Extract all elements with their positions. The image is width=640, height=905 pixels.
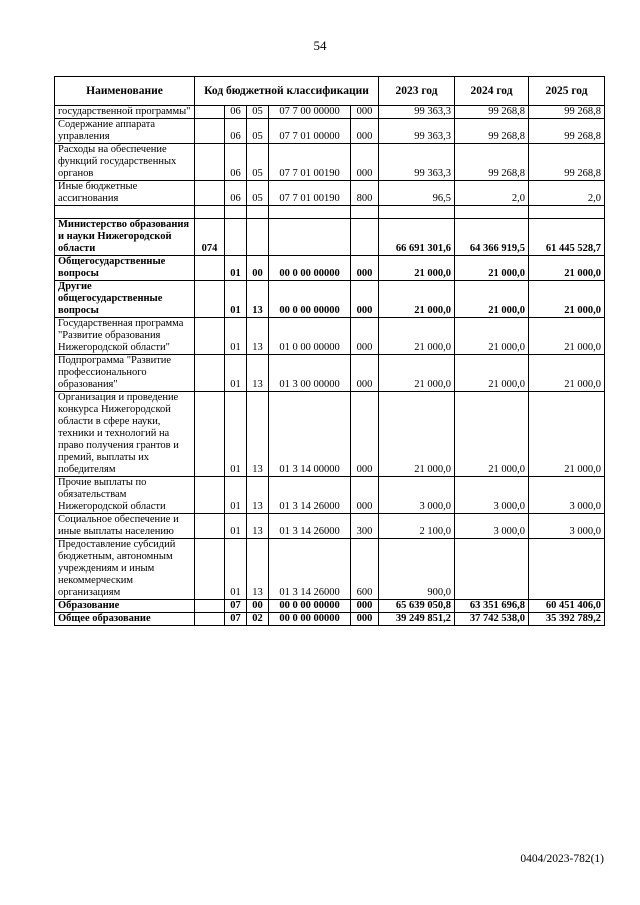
- table-row: [55, 119, 605, 144]
- row-value-2023: 99 363,3: [379, 106, 455, 119]
- row-code-section: [225, 219, 247, 256]
- row-code-expense-type: 000: [351, 256, 379, 281]
- row-value-2024: 99 268,8: [455, 144, 529, 181]
- row-code-ministry: [195, 106, 225, 119]
- table-row: [55, 600, 605, 613]
- row-code-section: 06: [225, 119, 247, 144]
- spacer-cell: [55, 206, 195, 219]
- row-code-ministry: [195, 600, 225, 613]
- header-2023: 2023 год: [379, 77, 455, 106]
- table-row: [55, 256, 605, 281]
- row-value-2025: 3 000,0: [529, 514, 605, 539]
- row-value-2023: 21 000,0: [379, 355, 455, 392]
- row-code-target: 07 7 01 00000: [269, 119, 351, 144]
- row-name: Образование: [55, 600, 195, 613]
- row-code-target: 00 0 00 00000: [269, 256, 351, 281]
- row-code-target: 01 3 14 26000: [269, 477, 351, 514]
- row-name: Государственная программа "Развитие образования Нижегородской области": [55, 318, 195, 355]
- row-code-subsection: 05: [247, 144, 269, 181]
- row-code-expense-type: 000: [351, 355, 379, 392]
- row-value-2024: 37 742 538,0: [455, 613, 529, 626]
- row-code-ministry: [195, 318, 225, 355]
- row-name: Организация и проведение конкурса Нижегородской области в сфере науки, техники и технологий на право получения грантов и премий, выплаты их победителям: [55, 392, 195, 477]
- row-value-2025: 21 000,0: [529, 256, 605, 281]
- row-code-expense-type: 300: [351, 514, 379, 539]
- row-value-2023: 99 363,3: [379, 119, 455, 144]
- row-code-section: 01: [225, 318, 247, 355]
- row-code-expense-type: 000: [351, 119, 379, 144]
- row-code-expense-type: 600: [351, 539, 379, 600]
- row-value-2025: 99 268,8: [529, 106, 605, 119]
- row-code-subsection: 13: [247, 392, 269, 477]
- spacer-cell: [529, 206, 605, 219]
- row-value-2025: 61 445 528,7: [529, 219, 605, 256]
- row-code-expense-type: [351, 219, 379, 256]
- row-value-2024: 63 351 696,8: [455, 600, 529, 613]
- row-code-target: 01 3 14 26000: [269, 539, 351, 600]
- row-code-section: 07: [225, 600, 247, 613]
- table-row: [55, 181, 605, 206]
- page-number: 54: [313, 38, 327, 53]
- row-value-2024: 3 000,0: [455, 477, 529, 514]
- row-value-2024: 3 000,0: [455, 514, 529, 539]
- row-code-section: 01: [225, 514, 247, 539]
- row-value-2023: 21 000,0: [379, 318, 455, 355]
- row-code-expense-type: 000: [351, 613, 379, 626]
- row-value-2023: 3 000,0: [379, 477, 455, 514]
- row-code-ministry: [195, 181, 225, 206]
- row-code-section: 01: [225, 392, 247, 477]
- row-value-2023: 21 000,0: [379, 256, 455, 281]
- row-value-2025: 21 000,0: [529, 318, 605, 355]
- row-code-target: [269, 219, 351, 256]
- table-row: [55, 219, 605, 256]
- row-value-2025: 35 392 789,2: [529, 613, 605, 626]
- row-code-section: 06: [225, 144, 247, 181]
- row-name: Содержание аппарата управления: [55, 119, 195, 144]
- spacer-cell: [379, 206, 455, 219]
- header-code: Код бюджетной классификации: [195, 77, 379, 106]
- row-code-ministry: 074: [195, 219, 225, 256]
- row-value-2023: 96,5: [379, 181, 455, 206]
- table-row: [55, 106, 605, 119]
- row-code-section: 06: [225, 181, 247, 206]
- row-value-2024: 21 000,0: [455, 256, 529, 281]
- row-value-2024: 21 000,0: [455, 392, 529, 477]
- spacer-cell: [195, 206, 225, 219]
- row-code-section: 01: [225, 477, 247, 514]
- row-value-2023: 21 000,0: [379, 392, 455, 477]
- row-value-2025: 21 000,0: [529, 392, 605, 477]
- row-code-expense-type: 800: [351, 181, 379, 206]
- header-2024: 2024 год: [455, 77, 529, 106]
- row-value-2025: 99 268,8: [529, 119, 605, 144]
- row-value-2023: 39 249 851,2: [379, 613, 455, 626]
- row-value-2023: 65 639 050,8: [379, 600, 455, 613]
- row-code-ministry: [195, 477, 225, 514]
- row-code-section: 01: [225, 355, 247, 392]
- row-code-ministry: [195, 256, 225, 281]
- row-code-ministry: [195, 539, 225, 600]
- row-code-expense-type: 000: [351, 477, 379, 514]
- row-value-2023: 2 100,0: [379, 514, 455, 539]
- row-name: Прочие выплаты по обязательствам Нижегородской области: [55, 477, 195, 514]
- row-value-2024: 99 268,8: [455, 106, 529, 119]
- budget-table: [54, 76, 605, 626]
- table-row: [55, 539, 605, 600]
- row-code-ministry: [195, 514, 225, 539]
- row-code-target: 01 0 00 00000: [269, 318, 351, 355]
- row-name: Общее образование: [55, 613, 195, 626]
- row-code-subsection: 13: [247, 539, 269, 600]
- row-name: Общегосударственные вопросы: [55, 256, 195, 281]
- row-name: Подпрограмма "Развитие профессионального образования": [55, 355, 195, 392]
- row-code-ministry: [195, 119, 225, 144]
- spacer-cell: [269, 206, 351, 219]
- row-value-2025: 21 000,0: [529, 281, 605, 318]
- row-code-subsection: 13: [247, 281, 269, 318]
- row-value-2023: 99 363,3: [379, 144, 455, 181]
- row-value-2023: 66 691 301,6: [379, 219, 455, 256]
- row-value-2024: 99 268,8: [455, 119, 529, 144]
- row-code-subsection: 05: [247, 119, 269, 144]
- table-row: [55, 477, 605, 514]
- row-code-ministry: [195, 144, 225, 181]
- row-code-target: 07 7 01 00190: [269, 181, 351, 206]
- table-header-row: [55, 77, 605, 106]
- row-code-ministry: [195, 613, 225, 626]
- row-name: Министерство образования и науки Нижегородской области: [55, 219, 195, 256]
- row-name: Предоставление субсидий бюджетным, автономным учреждениям и иным некоммерческим организациям: [55, 539, 195, 600]
- row-code-ministry: [195, 355, 225, 392]
- row-name: государственной программы": [55, 106, 195, 119]
- row-value-2025: 99 268,8: [529, 144, 605, 181]
- row-value-2025: [529, 539, 605, 600]
- row-code-ministry: [195, 392, 225, 477]
- spacer-cell: [225, 206, 247, 219]
- row-code-section: 07: [225, 613, 247, 626]
- row-value-2025: 60 451 406,0: [529, 600, 605, 613]
- spacer-cell: [351, 206, 379, 219]
- table-row: [55, 355, 605, 392]
- spacer-cell: [455, 206, 529, 219]
- row-code-target: 01 3 14 00000: [269, 392, 351, 477]
- row-code-expense-type: 000: [351, 144, 379, 181]
- row-code-subsection: 05: [247, 181, 269, 206]
- row-name: Социальное обеспечение и иные выплаты населению: [55, 514, 195, 539]
- row-name: Иные бюджетные ассигнования: [55, 181, 195, 206]
- row-value-2024: 21 000,0: [455, 355, 529, 392]
- row-code-ministry: [195, 281, 225, 318]
- row-code-target: 07 7 00 00000: [269, 106, 351, 119]
- row-code-subsection: [247, 219, 269, 256]
- table-row: [55, 144, 605, 181]
- row-code-expense-type: 000: [351, 106, 379, 119]
- row-code-expense-type: 000: [351, 392, 379, 477]
- row-code-target: 00 0 00 00000: [269, 281, 351, 318]
- row-value-2024: 2,0: [455, 181, 529, 206]
- row-value-2025: 3 000,0: [529, 477, 605, 514]
- row-value-2024: 21 000,0: [455, 281, 529, 318]
- row-code-target: 00 0 00 00000: [269, 613, 351, 626]
- table-row: [55, 392, 605, 477]
- row-code-subsection: 00: [247, 256, 269, 281]
- row-code-subsection: 05: [247, 106, 269, 119]
- row-code-expense-type: 000: [351, 318, 379, 355]
- row-code-target: 01 3 00 00000: [269, 355, 351, 392]
- table-row: [55, 514, 605, 539]
- header-2025: 2025 год: [529, 77, 605, 106]
- table-row: [55, 281, 605, 318]
- table-row: [55, 613, 605, 626]
- table-row: [55, 318, 605, 355]
- row-code-section: 01: [225, 256, 247, 281]
- spacer-cell: [247, 206, 269, 219]
- document-code: 0404/2023-782(1): [520, 853, 604, 865]
- row-value-2025: 2,0: [529, 181, 605, 206]
- row-code-subsection: 00: [247, 600, 269, 613]
- row-code-target: 00 0 00 00000: [269, 600, 351, 613]
- row-code-subsection: 13: [247, 355, 269, 392]
- row-value-2023: 21 000,0: [379, 281, 455, 318]
- header-name: Наименование: [55, 77, 195, 106]
- row-code-subsection: 13: [247, 514, 269, 539]
- row-code-section: 06: [225, 106, 247, 119]
- row-code-section: 01: [225, 539, 247, 600]
- row-value-2024: 21 000,0: [455, 318, 529, 355]
- row-value-2023: 900,0: [379, 539, 455, 600]
- row-code-subsection: 02: [247, 613, 269, 626]
- row-code-subsection: 13: [247, 477, 269, 514]
- row-code-target: 07 7 01 00190: [269, 144, 351, 181]
- row-value-2024: [455, 539, 529, 600]
- row-name: Расходы на обеспечение функций государственных органов: [55, 144, 195, 181]
- row-value-2024: 64 366 919,5: [455, 219, 529, 256]
- row-code-subsection: 13: [247, 318, 269, 355]
- row-name: Другие общегосударственные вопросы: [55, 281, 195, 318]
- row-code-expense-type: 000: [351, 281, 379, 318]
- row-value-2025: 21 000,0: [529, 355, 605, 392]
- row-code-section: 01: [225, 281, 247, 318]
- table-spacer-row: [55, 206, 605, 219]
- row-code-expense-type: 000: [351, 600, 379, 613]
- row-code-target: 01 3 14 26000: [269, 514, 351, 539]
